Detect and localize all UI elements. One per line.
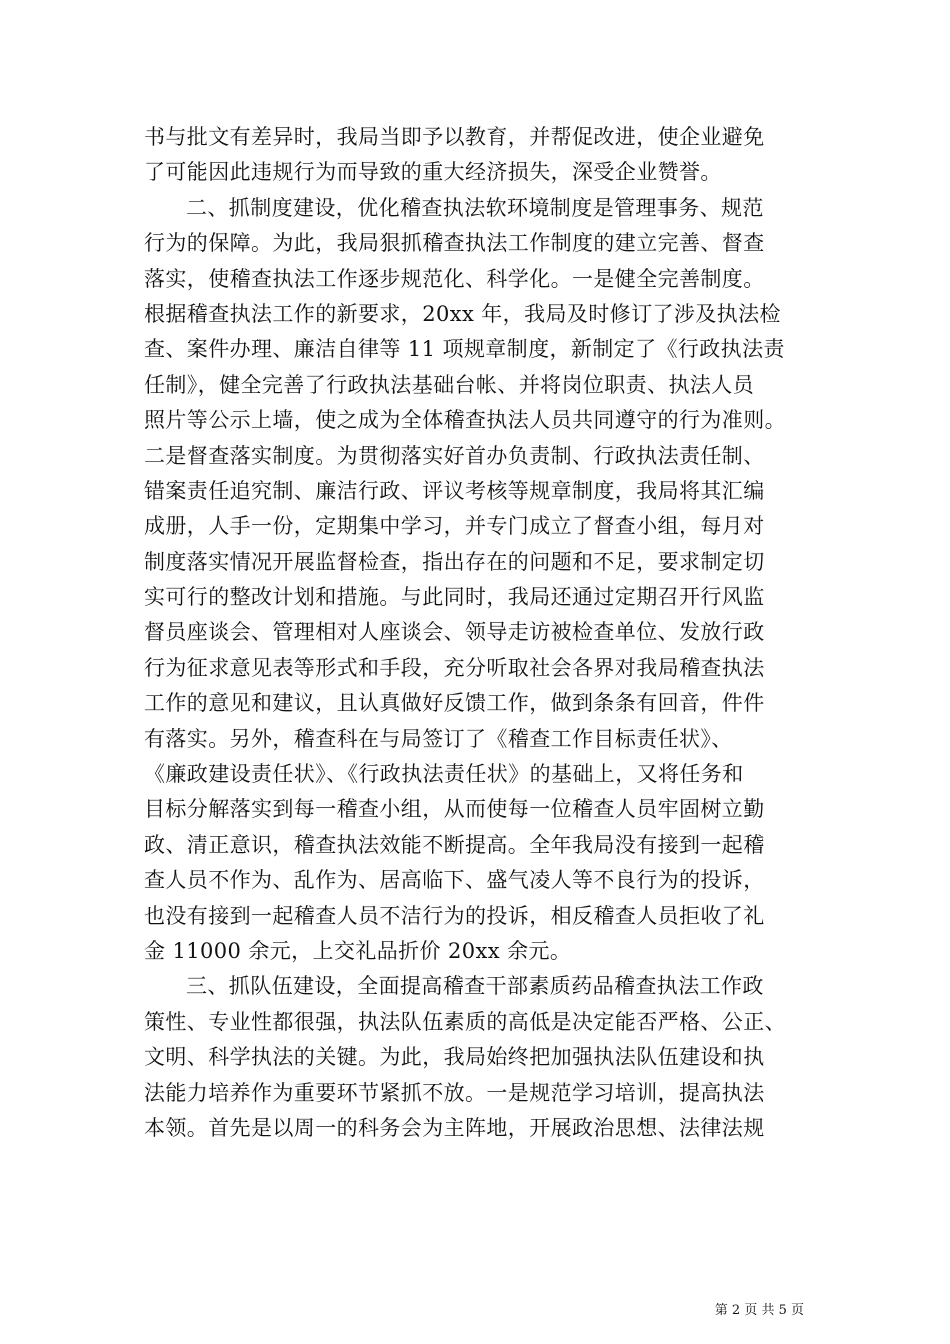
text-line: 了可能因此违规行为而导致的重大经济损失，深受企业赞誉。: [144, 160, 722, 185]
text-line: 查人员不作为、乱作为、居高临下、盛气凌人等不良行为的投诉，: [144, 868, 765, 893]
text-line: 落实，使稽查执法工作逐步规范化、科学化。一是健全完善制度。: [144, 266, 765, 291]
text-line: 任制》，健全完善了行政执法基础台帐、并将岗位职责、执法人员: [144, 372, 755, 397]
text-line: 行为征求意见表等形式和手段，充分听取社会各界对我局稽查执法: [144, 655, 765, 680]
text-line: 督员座谈会、管理相对人座谈会、领导走访被检查单位、发放行政: [144, 620, 765, 645]
text-line: 三、抓队伍建设，全面提高稽查干部素质药品稽查执法工作政: [186, 974, 764, 999]
text-line: 书与批文有差异时，我局当即予以教育，并帮促改进，使企业避免: [144, 125, 765, 149]
text-line: 查、案件办理、廉洁自律等 11 项规章制度，新制定了《行政执法责: [144, 337, 785, 362]
text-line: 本领。首先是以周一的科务会为主阵地，开展政治思想、法律法规: [144, 1115, 765, 1140]
text-line: 实可行的整改计划和措施。与此同时，我局还通过定期召开行风监: [144, 585, 765, 610]
text-line: 照片等公示上墙，使之成为全体稽查执法人员共同遵守的行为准则。: [144, 408, 786, 433]
text-line: 制度落实情况开展监督检查，指出存在的问题和不足，要求制定切: [144, 549, 765, 574]
text-line: 也没有接到一起稽查人员不洁行为的投诉，相反稽查人员拒收了礼: [144, 903, 765, 928]
text-line: 《廉政建设责任状》、《行政执法责任状》的基础上，又将任务和: [144, 762, 744, 787]
text-line: 策性、专业性都很强，执法队伍素质的高低是决定能否严格、公正、: [144, 1009, 786, 1034]
document-body: [144, 120, 824, 1146]
text-line: 文明、科学执法的关键。为此，我局始终把加强执法队伍建设和执: [144, 1045, 765, 1070]
text-line: 有落实。另外，稽查科在与局签订了《稽查工作目标责任状》、: [144, 726, 733, 751]
text-line: 二是督查落实制度。为贯彻落实好首办负责制、行政执法责任制、: [144, 443, 765, 468]
text-line: 金 11000 余元，上交礼品折价 20xx 余元。: [144, 938, 572, 963]
text-line: 工作的意见和建议，且认真做好反馈工作，做到条条有回音，件件: [144, 691, 765, 716]
text-line: 政、清正意识，稽查执法效能不断提高。全年我局没有接到一起稽: [144, 832, 765, 857]
page-number-footer: 第 2 页 共 5 页: [714, 1303, 804, 1318]
text-line: 根据稽查执法工作的新要求，20xx 年，我局及时修订了涉及执法检: [144, 301, 781, 326]
text-line: 二、抓制度建设，优化稽查执法软环境制度是管理事务、规范: [186, 195, 764, 220]
text-line: 成册，人手一份，定期集中学习，并专门成立了督查小组，每月对: [144, 514, 765, 539]
text-line: 法能力培养作为重要环节紧抓不放。一是规范学习培训，提高执法: [144, 1080, 765, 1105]
text-line: 目标分解落实到每一稽查小组，从而使每一位稽查人员牢固树立勤: [144, 797, 765, 822]
text-line: 行为的保障。为此，我局狠抓稽查执法工作制度的建立完善、督查: [144, 231, 765, 256]
text-line: 错案责任追究制、廉洁行政、评议考核等规章制度，我局将其汇编: [144, 478, 765, 503]
